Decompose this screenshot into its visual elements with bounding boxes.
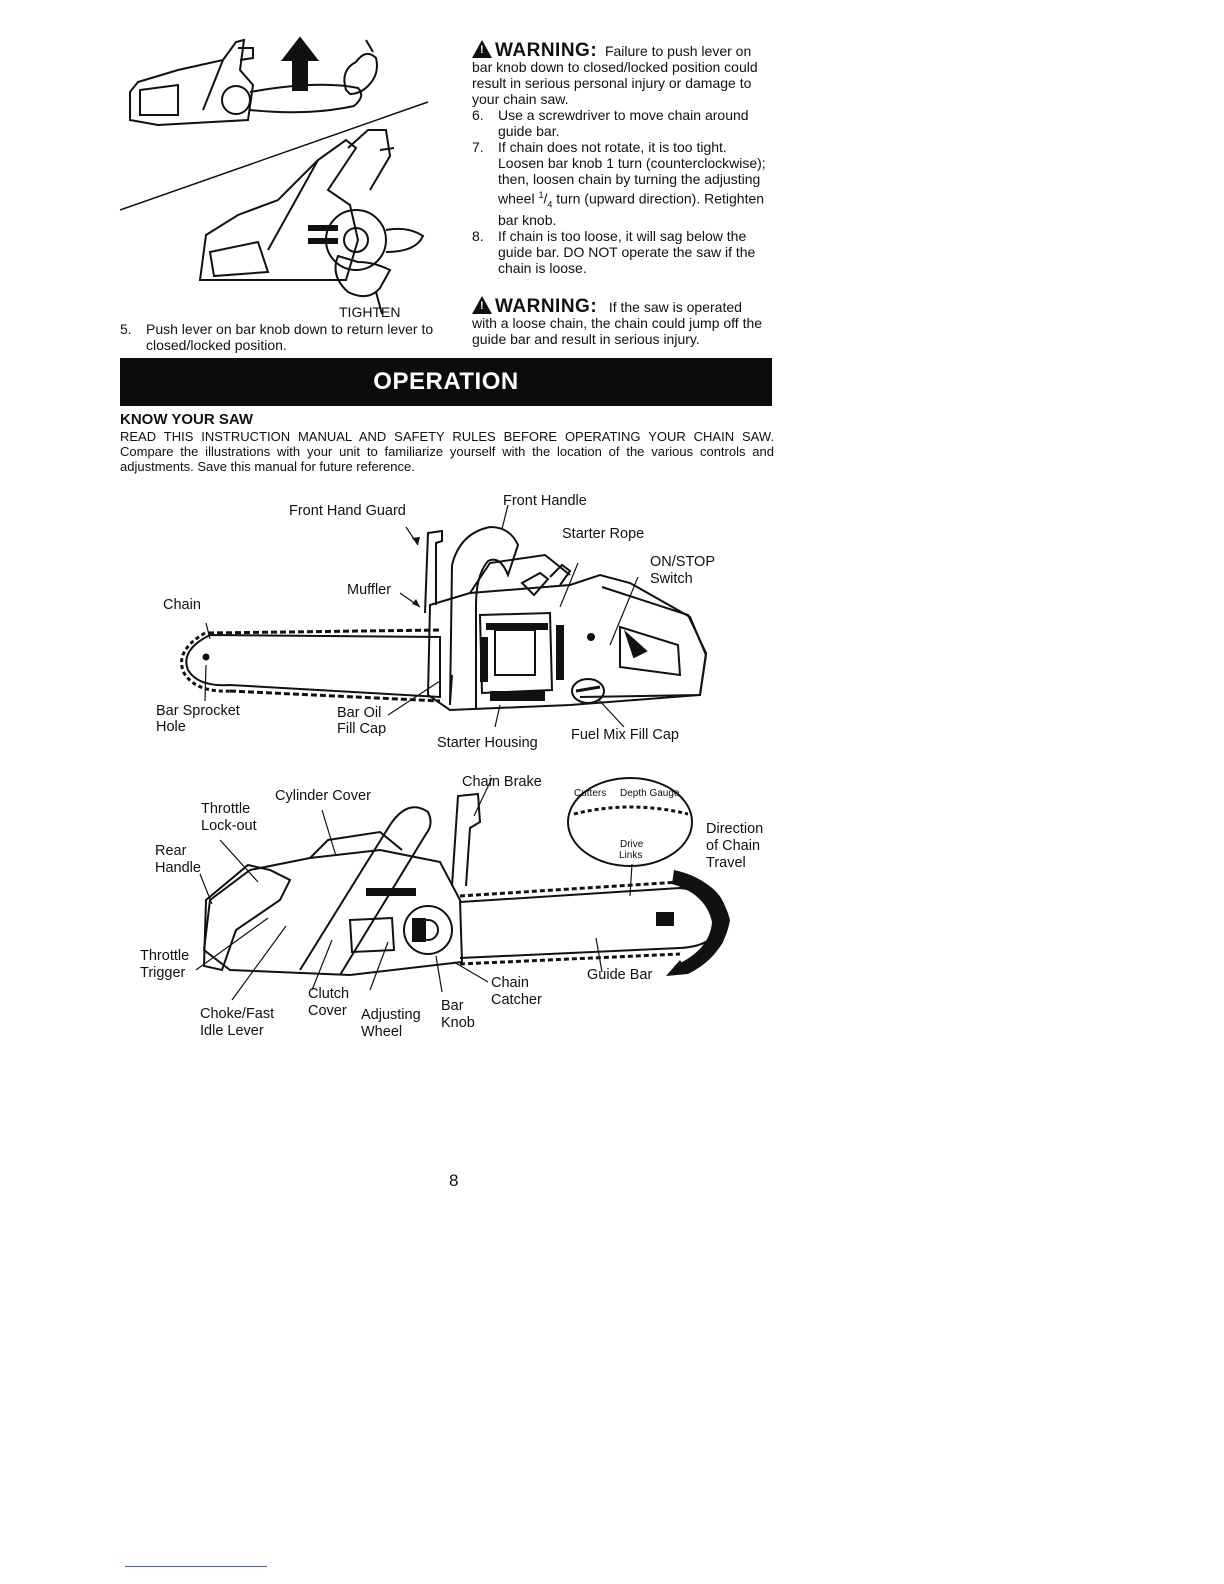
label-front-hand-guard: Front Hand Guard (289, 503, 406, 519)
label-choke-line2: Idle Lever (200, 1023, 264, 1039)
step-7-text-b: turn (upward direction). Retighten bar knob. (498, 190, 765, 229)
label-throttle-lockout-line1: Throttle (201, 801, 251, 817)
step-5 (120, 321, 436, 353)
intro-caps: READ THIS INSTRUCTION MANUAL AND SAFETY RULES BEFORE OPERATING YOUR CHAIN SAW. (120, 429, 774, 444)
fraction-denominator: 4 (547, 199, 553, 210)
label-choke-line1: Choke/Fast (200, 1006, 275, 1022)
fraction-numerator: 1 (538, 190, 544, 200)
tighten-caption: TIGHTEN (339, 304, 401, 320)
label-chain-catcher-line2: Catcher (491, 992, 542, 1008)
label-bar-oil-line1: Bar Oil (337, 705, 382, 721)
know-your-saw-section (120, 411, 774, 474)
label-cutters: Cutters (574, 788, 607, 799)
label-guide-bar: Guide Bar (587, 967, 653, 983)
step-6 (472, 107, 774, 139)
label-direction-line3: Travel (706, 855, 746, 871)
step-8 (472, 228, 774, 276)
step-5-text: Push lever on bar knob down to return lever to closed/locked position. (146, 321, 434, 353)
label-throttle-trigger-line1: Throttle (140, 948, 190, 964)
label-throttle-lockout-line2: Lock-out (201, 818, 257, 834)
label-rear-handle-line2: Handle (155, 860, 201, 876)
step-7-text-a: If chain does not rotate, it is too tight. Loosen bar knob 1 turn (counterclockwise); then, loosen chain by turning the adjusting wheel (498, 139, 766, 207)
step-7: 7. If chain does not rotate, it is too tight. Loosen bar knob 1 turn (counterclockwise); then, loosen chain by turning the adjusting wheel $^1/_4$ turn (upward direction). Retighten bar knob. (472, 139, 766, 229)
label-on-stop-line1: ON/STOP (650, 554, 715, 570)
label-direction-line2: of Chain (706, 838, 761, 854)
warning-2-lead: If the saw is operated (608, 299, 742, 315)
label-chain-catcher-line1: Chain (491, 975, 529, 991)
warning-triangle-icon: ! (472, 40, 492, 58)
warning-block-1 (472, 40, 774, 276)
chain-steps-list (472, 107, 774, 276)
label-muffler: Muffler (347, 582, 392, 598)
footer-rule (125, 1566, 267, 1567)
label-fuel-mix-fill-cap: Fuel Mix Fill Cap (571, 727, 679, 743)
label-bar-sprocket-line2: Hole (156, 719, 186, 735)
label-front-handle: Front Handle (503, 493, 587, 509)
label-clutch-cover-line2: Cover (308, 1003, 347, 1019)
warning-2-body: with a loose chain, the chain could jump off the guide bar and result in serious injury. (472, 315, 763, 347)
step-7-number: 7. (472, 139, 484, 155)
warning-triangle-icon: ! (472, 296, 492, 314)
label-drive-links-line2: Links (619, 850, 643, 861)
label-clutch-cover-line1: Clutch (308, 986, 350, 1002)
know-your-saw-intro (120, 429, 774, 474)
step-5-number: 5. (120, 321, 132, 337)
step-6-number: 6. (472, 107, 484, 123)
label-on-stop-line2: Switch (650, 571, 693, 587)
label-adjusting-wheel-line2: Wheel (361, 1024, 403, 1040)
intro-rest: Compare the illustrations with your unit to familiarize yourself with the location of the various controls and adjustments. Save this manual for future reference. (120, 444, 774, 474)
label-chain-brake: Chain Brake (462, 774, 542, 790)
label-bar-oil-line2: Fill Cap (337, 721, 387, 737)
warning-2-head: WARNING: (495, 296, 598, 317)
label-starter-housing: Starter Housing (437, 735, 538, 751)
label-bar-knob-line1: Bar (441, 998, 464, 1014)
label-direction-line1: Direction (706, 821, 764, 837)
warning-block-2 (472, 296, 774, 347)
know-your-saw-heading: KNOW YOUR SAW (120, 411, 254, 428)
warning-1-body: bar knob down to closed/locked position could result in serious personal injury or damage to your chain saw. (472, 59, 758, 107)
label-cylinder-cover: Cylinder Cover (275, 788, 371, 804)
warning-1-head: WARNING: (495, 40, 598, 61)
warning-1-lead: Failure to push lever on (604, 43, 752, 59)
page-number: 8 (449, 1171, 459, 1190)
label-bar-knob-line2: Knob (441, 1015, 475, 1031)
label-chain: Chain (163, 597, 201, 613)
operation-banner-text: OPERATION (373, 368, 519, 395)
label-starter-rope: Starter Rope (562, 526, 645, 542)
step-8-number: 8. (472, 228, 484, 245)
step-6-text: Use a screwdriver to move chain around guide bar. (498, 107, 749, 139)
operation-banner (120, 358, 772, 406)
label-depth-gauge: Depth Gauge (620, 788, 680, 799)
label-bar-sprocket-line1: Bar Sprocket (156, 703, 240, 719)
label-drive-links-line1: Drive (620, 839, 644, 850)
label-rear-handle-line1: Rear (155, 843, 187, 859)
label-adjusting-wheel-line1: Adjusting (361, 1007, 421, 1023)
step-8-text: If chain is too loose, it will sag below the guide bar. DO NOT operate the saw if the chain is loose. (498, 228, 756, 277)
tighten-chain-illustration (118, 30, 438, 320)
label-throttle-trigger-line2: Trigger (140, 965, 186, 981)
